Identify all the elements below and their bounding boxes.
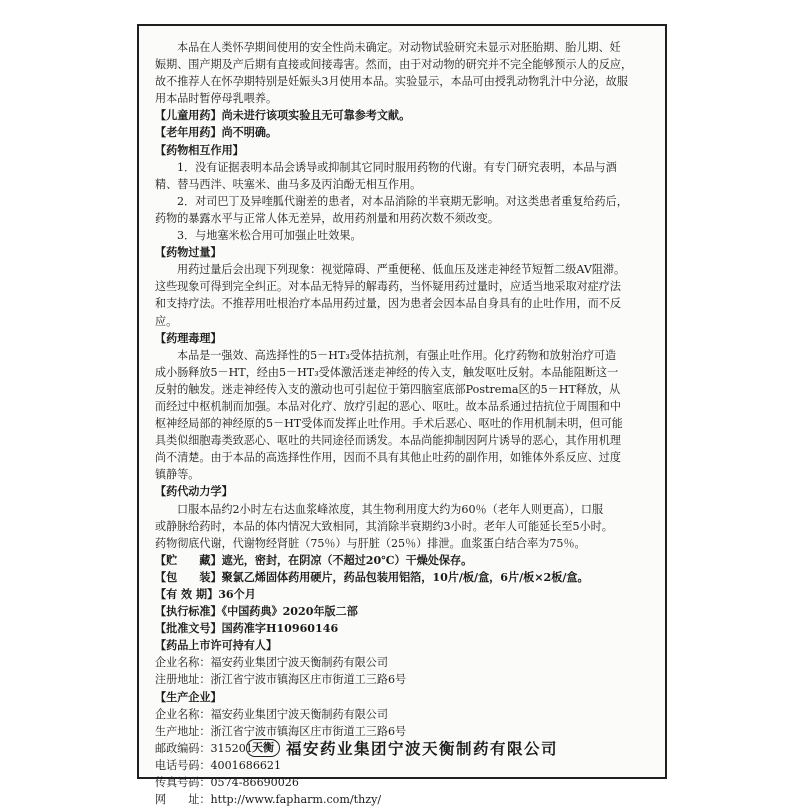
text-line: 故不推荐人在怀孕期特别是妊娠头3月使用本品。实验显示，本品可由授乳动物乳汁中分泌，故服	[155, 75, 629, 89]
company-name-line: 企业名称：福安药业集团宁波天衡制药有限公司	[155, 656, 388, 670]
text-line: 具类似细胞毒类致恶心、呕吐的共同途径而诱发。本品尚能抑制因阿片诱导的恶心，其作用机理	[155, 434, 621, 448]
postal-code-line: 邮政编码：315201	[155, 741, 253, 755]
text-line: 成小肠释放5－HT，经由5－HT₃受体激活迷走神经的传入支，触发呕吐反射。本品能阻断这一	[155, 365, 619, 379]
text-line: 药物的暴露水平与正常人体无差异，故用药剂量和用药次数不须改变。	[155, 211, 499, 225]
section-shelf-life: 【有 效 期】36个月	[155, 588, 256, 601]
text-line: 枢神经局部的神经原的5－HT受体而发挥止吐作用。手术后恶心、呕吐的作用机制未明，但可能	[155, 417, 623, 431]
text-line: 1．没有证据表明本品会诱导或抑制其它同时服用药物的代谢。有专门研究表明，本品与酒	[177, 160, 617, 174]
text-line: 药物彻底代谢，代谢物经肾脏（75％）与肝脏（25％）排泄。血浆蛋白结合率为75％。	[155, 536, 586, 550]
text-line: 而经过中枢机制而加强。本品对化疗、放疗引起的恶心、呕吐。故本品系通过拮抗位于周围和中	[155, 399, 621, 413]
section-approval-number: 【批准文号】国药准字H10960146	[155, 622, 339, 636]
text-line: 反射的触发。迷走神经传入支的激动也可引起位于第四脑室底部Postrema区的5－HT释放，从	[155, 382, 621, 396]
section-pediatric-use: 【儿童用药】尚未进行该项实验且无可靠参考文献。	[155, 109, 411, 123]
leaflet-page	[137, 24, 667, 807]
text-line: 用本品时暂停母乳喂养。	[155, 92, 278, 106]
text-line: 精、替马西泮、呋塞米、曲马多及丙泊酚无相互作用。	[155, 177, 422, 191]
text-line: 用药过量后会出现下列现象：视觉障碍、严重便秘、低血压及迷走神经节短暂二级AV阻滞。	[177, 263, 626, 277]
production-address-line: 生产地址：浙江省宁波市镇海区庄市街道工三路6号	[155, 724, 407, 738]
section-heading-license-holder: 【药品上市许可持有人】	[155, 639, 278, 653]
text-line: 娠期、围产期及产后期有直接或间接毒害。然而，由于对动物的研究并不完全能够预示人的反应，	[155, 58, 633, 72]
company-name: 福安药业集团宁波天衡制药有限公司	[285, 739, 558, 758]
company-logo: 天衡	[246, 739, 280, 757]
section-packaging: 【包 装】聚氯乙烯固体药用硬片，药品包装用铝箔，10片/板/盒，6片/板×2板/盒。	[155, 570, 589, 584]
text-line: 本品是一强效、高选择性的5－HT₃受体拮抗剂，有强止吐作用。化疗药物和放射治疗可造	[177, 348, 617, 362]
section-heading-overdose: 【药物过量】	[155, 246, 222, 260]
fax-line: 传真号码：0574-86690026	[155, 776, 299, 790]
section-standard: 【执行标准】《中国药典》2020年版二部	[155, 605, 358, 619]
section-storage: 【贮 藏】遮光，密封，在阴凉（不超过20℃）干燥处保存。	[155, 553, 473, 567]
section-heading-pharmacokinetics: 【药代动力学】	[155, 485, 233, 499]
text-line: 口服本品约2小时左右达血浆峰浓度，其生物利用度大约为60％（老年人则更高），口服	[177, 502, 604, 516]
section-heading-pharmacology: 【药理毒理】	[155, 331, 222, 345]
text-line: 2．对司巴丁及异喹胍代谢差的患者，对本品消除的半衰期无影响。对这类患者重复给药后，	[177, 194, 628, 208]
section-geriatric-use: 【老年用药】尚不明确。	[155, 126, 278, 140]
registered-address-line: 注册地址：浙江省宁波市镇海区庄市街道工三路6号	[155, 673, 407, 687]
text-line: 或静脉给药时，本品的体内情况大致相同，其消除半衰期约3小时。老年人可能延长至5小时。	[155, 519, 613, 533]
text-line: 本品在人类怀孕期间使用的安全性尚未确定。对动物试验研究未显示对胚胎期、胎儿期、妊	[177, 41, 621, 54]
footer	[139, 737, 665, 759]
phone-line: 电话号码：4001686621	[155, 758, 282, 772]
section-heading-manufacturer: 【生产企业】	[155, 690, 222, 704]
text-line: 和支持疗法。不推荐用吐根治疗本品用药过量，因为患者会因本品自身具有的止吐作用，而不反	[155, 297, 621, 311]
text-line: 镇静等。	[155, 468, 200, 482]
text-line: 3．与地塞米松合用可加强止吐效果。	[177, 229, 362, 243]
section-heading-interactions: 【药物相互作用】	[155, 143, 244, 157]
text-line: 这些现象可得到完全纠正。对本品无特异的解毒药，当怀疑用药过量时，应适当地采取对症疗法	[155, 280, 621, 294]
text-line: 应。	[155, 314, 178, 328]
website-line: 网 址：http://www.fapharm.com/thzy/	[155, 793, 382, 807]
company-name-line: 企业名称：福安药业集团宁波天衡制药有限公司	[155, 707, 388, 721]
text-line: 尚不清楚。由于本品的高选择性作用，因而不具有其他止吐药的副作用，如锥体外系反应、过度	[155, 451, 621, 465]
